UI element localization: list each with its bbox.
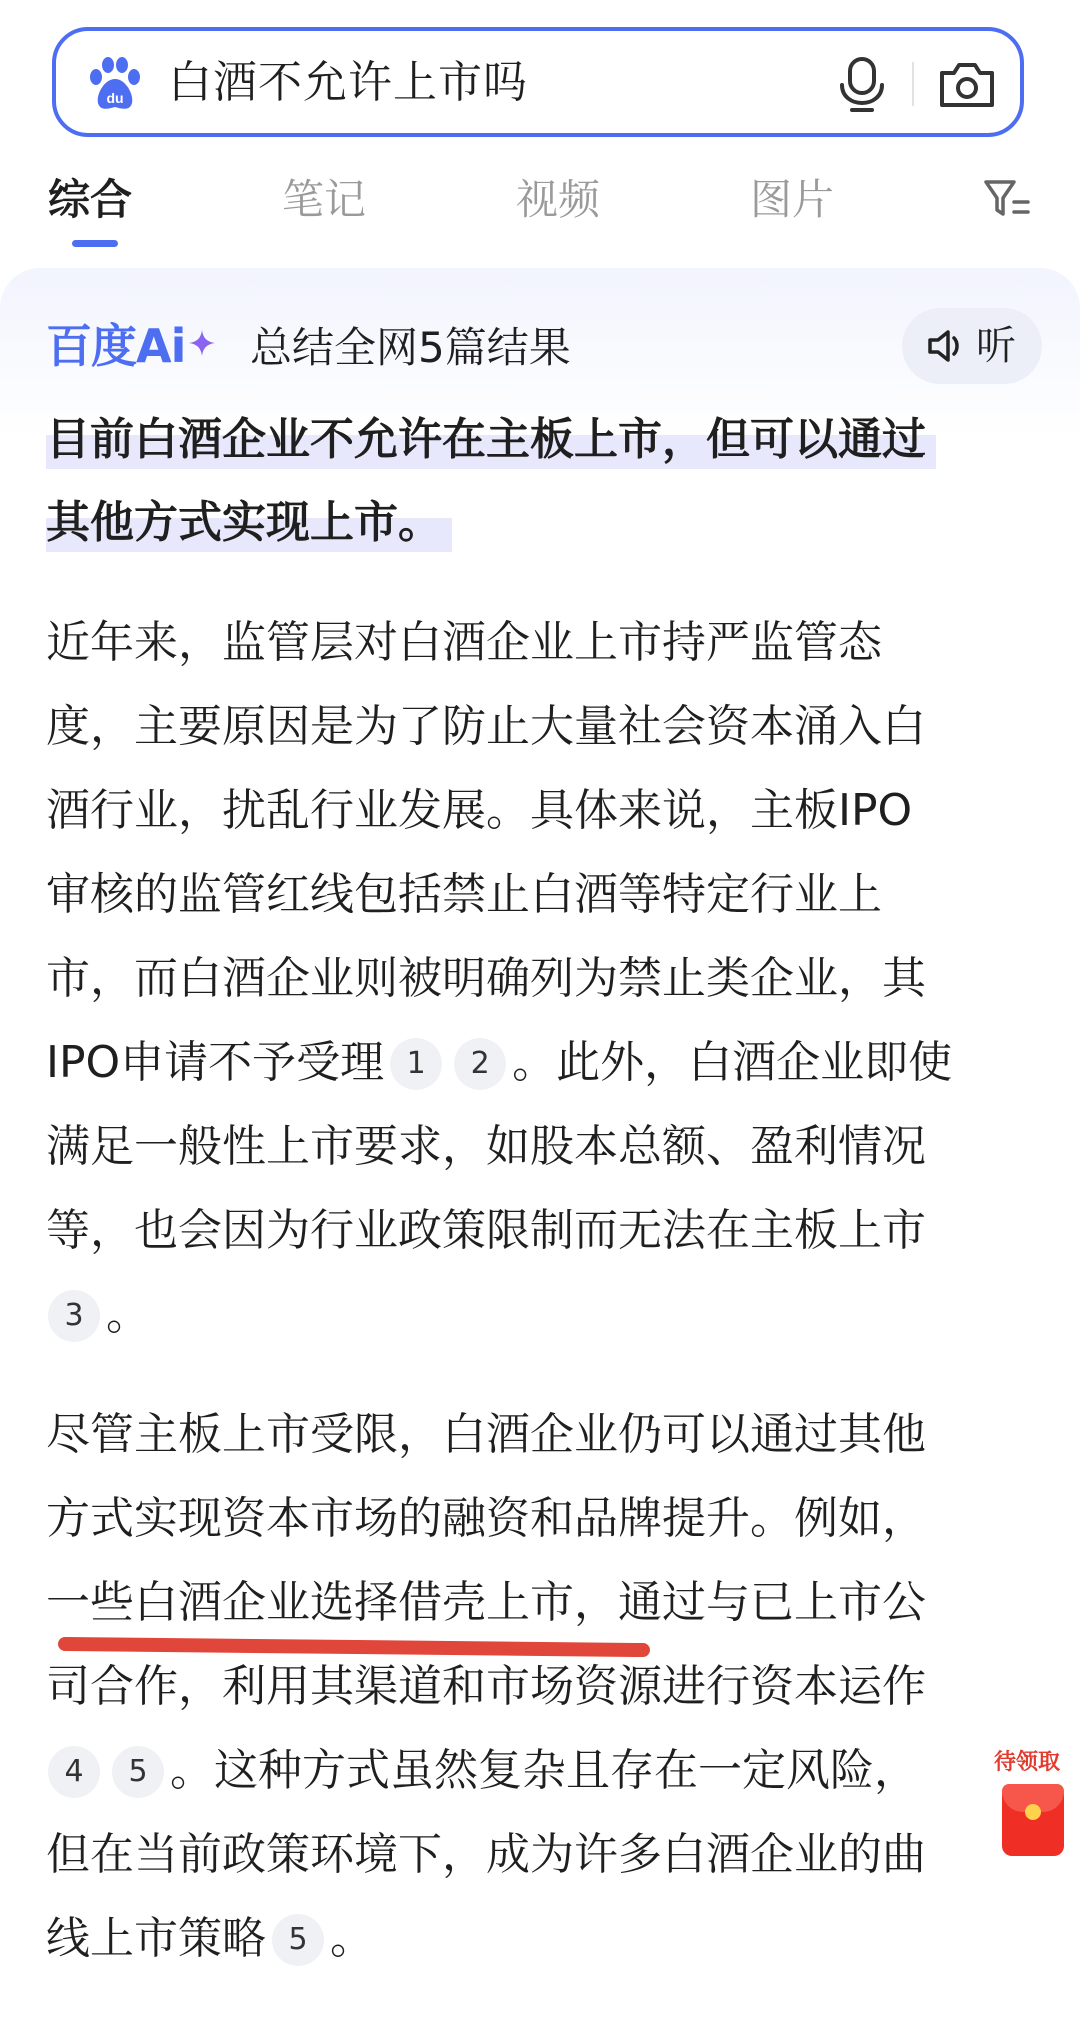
paragraph-text: 。 bbox=[330, 1913, 374, 1964]
paragraph-text: 。这种方式虽然复杂且存在一定风险， bbox=[170, 1745, 918, 1796]
paragraph-text: 线上市策略 bbox=[46, 1913, 266, 1964]
paragraph-text: 。此外，白酒企业即使 bbox=[512, 1037, 953, 1088]
svg-text:du: du bbox=[106, 90, 124, 106]
search-divider bbox=[912, 62, 914, 106]
paragraph-2-line: 司合作，利用其渠道和市场资源进行资本运作 bbox=[46, 1661, 926, 1712]
paragraph-2-line bbox=[46, 1909, 1056, 1969]
answer-headline bbox=[46, 410, 1046, 470]
listen-button[interactable] bbox=[902, 308, 1042, 384]
paragraph-1-line: 酒行业，扰乱行业发展。具体来说，主板IPO bbox=[46, 785, 913, 836]
tab-comprehensive[interactable]: 综合 bbox=[48, 175, 133, 224]
paragraph-text: 。 bbox=[106, 1289, 150, 1340]
paragraph-2-line: 但在当前政策环境下，成为许多白酒企业的曲 bbox=[46, 1829, 926, 1880]
paragraph-1-line: 市，而白酒企业则被明确列为禁止类企业，其 bbox=[46, 953, 926, 1004]
tab-videos[interactable]: 视频 bbox=[516, 175, 601, 224]
red-packet-label[interactable]: 待领取 bbox=[994, 1750, 1061, 1775]
paragraph-1-line: 等，也会因为行业政策限制而无法在主板上市 bbox=[46, 1205, 926, 1256]
paragraph-1-line bbox=[46, 1285, 1056, 1345]
paragraph-2-line: 一些白酒企业选择借壳上市，通过与已上市公 bbox=[46, 1577, 926, 1628]
filter-icon[interactable] bbox=[982, 174, 1032, 224]
headline-line-2: 其他方式实现上市。 bbox=[46, 497, 452, 552]
red-packet-icon[interactable] bbox=[1002, 1784, 1064, 1856]
active-tab-indicator bbox=[72, 240, 118, 247]
paragraph-1-line: 近年来，监管层对白酒企业上市持严监管态 bbox=[46, 617, 882, 668]
citation-badge[interactable]: 5 bbox=[112, 1746, 164, 1798]
tab-bar bbox=[0, 168, 1080, 248]
citation-badge[interactable]: 5 bbox=[272, 1914, 324, 1966]
listen-label: 听 bbox=[976, 323, 1016, 369]
citation-badge[interactable]: 1 bbox=[390, 1038, 442, 1090]
paragraph-2-line: 方式实现资本市场的融资和品牌提升。例如， bbox=[46, 1493, 926, 1544]
tab-images[interactable]: 图片 bbox=[750, 175, 835, 224]
baidu-ai-logo: 百度Ai bbox=[46, 318, 217, 374]
search-input[interactable]: 白酒不允许上市吗 bbox=[168, 57, 528, 108]
paragraph-2-line: 尽管主板上市受限，白酒企业仍可以通过其他 bbox=[46, 1409, 926, 1460]
paragraph-text: IPO申请不予受理 bbox=[46, 1037, 385, 1088]
citation-badge[interactable]: 2 bbox=[454, 1038, 506, 1090]
tab-notes[interactable]: 笔记 bbox=[282, 175, 367, 224]
citation-badge[interactable]: 4 bbox=[48, 1746, 100, 1798]
summary-label: 总结全网5篇结果 bbox=[250, 323, 571, 372]
headline-line-1: 目前白酒企业不允许在主板上市，但可以通过 bbox=[46, 414, 936, 469]
search-bar[interactable] bbox=[52, 27, 1024, 137]
paragraph-1-line: 审核的监管红线包括禁止白酒等特定行业上 bbox=[46, 869, 882, 920]
paragraph-1-line bbox=[46, 1033, 1056, 1093]
sparkle-icon bbox=[187, 328, 217, 358]
paragraph-1-line: 度，主要原因是为了防止大量社会资本涌入白 bbox=[46, 701, 926, 752]
citation-badge[interactable]: 3 bbox=[48, 1290, 100, 1342]
camera-icon[interactable] bbox=[936, 55, 998, 113]
speaker-icon bbox=[926, 326, 966, 366]
paragraph-2-line bbox=[46, 1741, 1056, 1801]
answer-headline-cont bbox=[46, 493, 1046, 553]
microphone-icon[interactable] bbox=[834, 55, 890, 113]
baidu-paw-icon bbox=[86, 55, 144, 113]
paragraph-1-line: 满足一般性上市要求，如股本总额、盈利情况 bbox=[46, 1121, 926, 1172]
